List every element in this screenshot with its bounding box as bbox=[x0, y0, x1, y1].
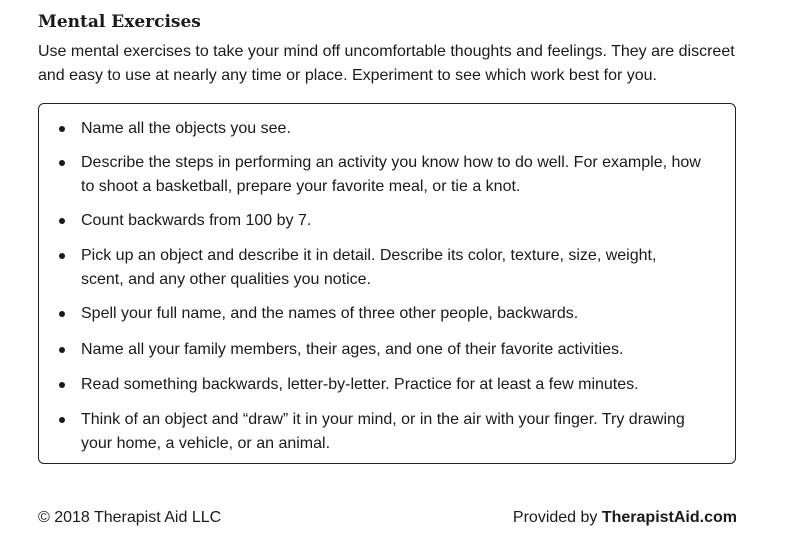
exercise-text: Describe the steps in performing an activity you know how to do well. For example, how to shoot a basketball, prepare your favorite meal, or tie a knot. bbox=[81, 154, 701, 195]
provided-by-label: Provided by bbox=[512, 509, 602, 526]
intro-paragraph: Use mental exercises to take your mind off uncomfortable thoughts and feelings. They are discreet and easy to use at nearly any time or place. Experiment to see which work best for you. bbox=[38, 43, 735, 84]
bullet-icon bbox=[59, 417, 65, 423]
exercise-text: Name all your family members, their ages, and one of their favorite activities. bbox=[81, 341, 624, 358]
bullet-icon bbox=[59, 311, 65, 317]
exercise-text: Spell your full name, and the names of three other people, backwards. bbox=[81, 305, 579, 322]
page-heading: Mental Exercises bbox=[38, 12, 201, 32]
bullet-icon bbox=[59, 160, 65, 166]
exercise-text: Pick up an object and describe it in detail. Describe its color, texture, size, weight, scent, and any other qualities you notice. bbox=[81, 247, 657, 288]
copyright-notice: © 2018 Therapist Aid LLC bbox=[38, 509, 222, 526]
bullet-icon bbox=[59, 382, 65, 388]
exercise-text: Count backwards from 100 by 7. bbox=[81, 212, 312, 229]
bullet-icon bbox=[59, 347, 65, 353]
provided-by bbox=[513, 507, 737, 529]
exercise-list-box bbox=[38, 103, 736, 464]
exercise-text: Name all the objects you see. bbox=[81, 120, 291, 137]
exercise-text: Read something backwards, letter-by-letter. Practice for at least a few minutes. bbox=[81, 376, 639, 393]
bullet-icon bbox=[59, 253, 65, 259]
exercise-text: Think of an object and “draw” it in your mind, or in the air with your finger. Try drawing your home, a vehicle, or an animal. bbox=[81, 411, 685, 452]
bullet-icon bbox=[59, 218, 65, 224]
bullet-icon bbox=[59, 126, 65, 132]
brand-name: TherapistAid.com bbox=[601, 509, 737, 526]
